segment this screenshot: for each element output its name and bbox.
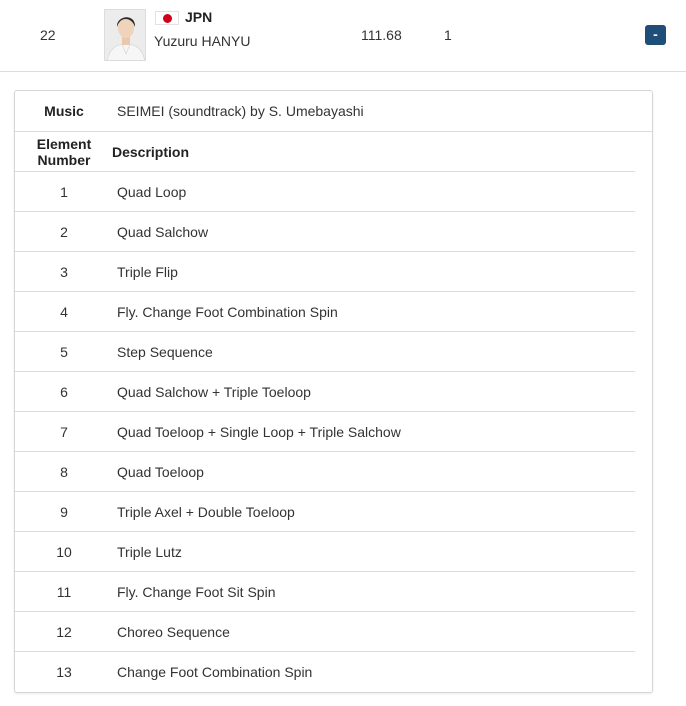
header-description: Description: [112, 144, 190, 160]
element-number: 9: [60, 504, 68, 520]
athlete-row: [0, 0, 686, 72]
element-description: Change Foot Combination Spin: [117, 664, 313, 680]
element-description: Quad Loop: [117, 184, 187, 200]
table-row: [15, 452, 635, 492]
music-label: Music: [44, 103, 84, 119]
element-number: 2: [60, 224, 68, 240]
element-description: Choreo Sequence: [117, 624, 230, 640]
table-row: [15, 652, 635, 692]
table-row: [15, 612, 635, 652]
header-element-number: [15, 136, 113, 168]
element-number: 6: [60, 384, 68, 400]
athlete-name[interactable]: Yuzuru HANYU: [154, 33, 251, 49]
athlete-photo-icon: [105, 10, 146, 61]
athlete-photo: [104, 9, 146, 61]
element-number: 4: [60, 304, 68, 320]
element-description: Quad Salchow: [117, 224, 209, 240]
element-number: 1: [60, 184, 68, 200]
header-element-number-line1: Element: [36, 136, 92, 152]
element-description: Fly. Change Foot Sit Spin: [117, 584, 276, 600]
element-description: Step Sequence: [117, 344, 213, 360]
athlete-score: 111.68: [361, 27, 402, 43]
athlete-start-number: 1: [444, 27, 452, 43]
table-row: [15, 372, 635, 412]
table-row: [15, 172, 635, 212]
elements-table-header: [15, 132, 635, 172]
element-number: 13: [56, 664, 72, 680]
element-number: 12: [56, 624, 72, 640]
table-row: [15, 572, 635, 612]
element-number: 11: [56, 584, 72, 600]
japan-flag-icon: [155, 11, 179, 25]
table-row: [15, 252, 635, 292]
element-description: Quad Toeloop: [117, 464, 204, 480]
element-number: 8: [60, 464, 68, 480]
program-details-panel: [14, 90, 653, 693]
element-description: Quad Salchow + Triple Toeloop: [117, 384, 311, 400]
element-description: Fly. Change Foot Combination Spin: [117, 304, 338, 320]
element-description: Triple Flip: [117, 264, 178, 280]
element-number: 3: [60, 264, 68, 280]
table-row: [15, 212, 635, 252]
flag-circle: [163, 14, 172, 23]
element-number: 7: [60, 424, 68, 440]
element-description: Triple Axel + Double Toeloop: [117, 504, 295, 520]
element-number: 10: [56, 544, 72, 560]
collapse-button[interactable]: -: [645, 25, 666, 45]
table-row: [15, 492, 635, 532]
table-row: [15, 412, 635, 452]
music-value: SEIMEI (soundtrack) by S. Umebayashi: [117, 103, 364, 119]
table-row: [15, 332, 635, 372]
athlete-nation: JPN: [185, 9, 213, 25]
table-row: [15, 292, 635, 332]
element-description: Quad Toeloop + Single Loop + Triple Salchow: [117, 424, 401, 440]
music-row: [15, 91, 652, 132]
athlete-rank: 22: [40, 27, 56, 43]
table-row: [15, 532, 635, 572]
element-number: 5: [60, 344, 68, 360]
header-element-number-line2: Number: [37, 152, 91, 168]
element-description: Triple Lutz: [117, 544, 182, 560]
